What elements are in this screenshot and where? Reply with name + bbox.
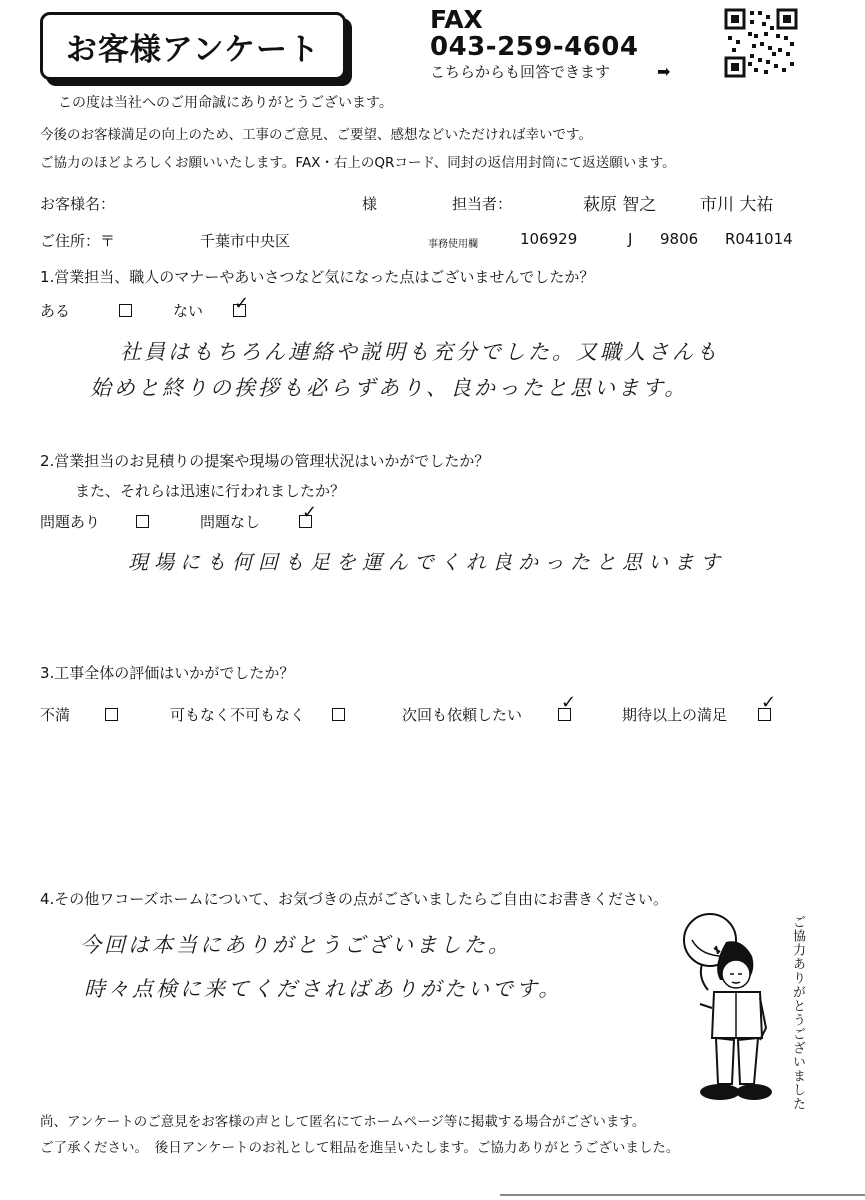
q3-checkbox-2[interactable] — [332, 708, 345, 721]
intro-line-2: 今後のお客様満足の向上のため、工事のご意見、ご要望、感想などいただければ幸いです。 — [40, 127, 592, 143]
q2-option-1: 問題あり — [40, 513, 101, 531]
q3-checkbox-1[interactable] — [105, 708, 118, 721]
office-code-3: 9806 — [660, 230, 699, 248]
fax-number: 043-259-4604 — [430, 32, 639, 62]
q3-option-2: 可もなく不可もなく — [170, 706, 306, 724]
q1-option-1: ある — [40, 302, 71, 320]
intro-line-1: この度は当社へのご用命誠にありがとうございます。 — [58, 95, 393, 111]
q1-answer-line-2: 始めと終りの挨拶も必らずあり、良かったと思います。 — [90, 376, 689, 400]
check-mark-icon: ✓ — [761, 692, 777, 713]
intro-line-3: ご協力のほどよろしくお願いいたします。FAX・右上のQRコード、同封の返信用封筒にて返送願います。 — [40, 155, 676, 171]
check-mark-icon: ✓ — [234, 293, 250, 314]
survey-title-box — [40, 12, 346, 80]
survey-title: お客様アンケート — [65, 31, 321, 68]
honorific: 様 — [362, 195, 378, 213]
address-value: 千葉市中央区 — [200, 232, 291, 250]
office-code-1: 106929 — [520, 230, 578, 248]
arrow-right-icon: ➡ — [657, 62, 671, 81]
office-code-4: R041014 — [725, 230, 793, 248]
staff-name-2: 市川 大祐 — [700, 195, 774, 215]
q1-checkbox-1[interactable] — [119, 304, 132, 317]
staff-label: 担当者： — [452, 195, 513, 213]
q1-question: 1.営業担当、職人のマナーやあいさつなど気になった点はございませんでしたか？ — [40, 268, 595, 286]
q3-question: 3.工事全体の評価はいかがでしたか？ — [40, 664, 295, 682]
bottom-divider — [500, 1194, 865, 1196]
staff-name-1: 萩原 智之 — [583, 195, 657, 215]
q3-option-1: 不満 — [40, 706, 71, 724]
qr-code-icon[interactable] — [724, 8, 798, 78]
q2-question-2: また、それらは迅速に行われましたか？ — [75, 482, 346, 500]
office-use-label: 事務使用欄 — [428, 239, 478, 250]
check-mark-icon: ✓ — [561, 692, 577, 713]
q4-question: 4.その他ワコーズホームについて、お気づきの点がございましたらご自由にお書きください。 — [40, 890, 668, 908]
q4-answer-line-1: 今回は本当にありがとうございました。 — [80, 933, 512, 957]
fax-note: こちらからも回答できます — [430, 63, 611, 81]
fax-label: FAX — [430, 5, 483, 34]
q3-option-3: 次回も依頼したい — [402, 706, 523, 724]
q2-option-2: 問題なし — [200, 513, 261, 531]
footer-line-2: ご了承ください。 後日アンケートのお礼として粗品を進呈いたします。ご協力ありがとうございました。 — [40, 1140, 680, 1156]
address-label: ご住所：〒 — [40, 232, 116, 250]
q2-answer-line-1: 現場にも何回も足を運んでくれ良かったと思います — [128, 550, 726, 574]
footer-line-1: 尚、アンケートのご意見をお客様の声として匿名にてホームページ等に掲載する場合がございます。 — [40, 1114, 646, 1130]
thanks-vertical-text: ご協力ありがとうございました — [790, 915, 805, 1111]
q4-answer-line-2: 時々点検に来てくださればありがたいです。 — [84, 977, 563, 1001]
customer-name-label: お客様名： — [40, 195, 116, 213]
q2-question: 2.営業担当のお見積りの提案や現場の管理状況はいかがでしたか？ — [40, 452, 490, 470]
q1-answer-line-1: 社員はもちろん連絡や説明も充分でした。又職人さんも — [120, 340, 720, 364]
q3-option-4: 期待以上の満足 — [622, 706, 728, 724]
bowing-man-illustration — [672, 908, 782, 1108]
q2-checkbox-1[interactable] — [136, 515, 149, 528]
office-code-2: J — [628, 230, 633, 248]
q1-option-2: ない — [173, 302, 204, 320]
check-mark-icon: ✓ — [302, 502, 318, 523]
